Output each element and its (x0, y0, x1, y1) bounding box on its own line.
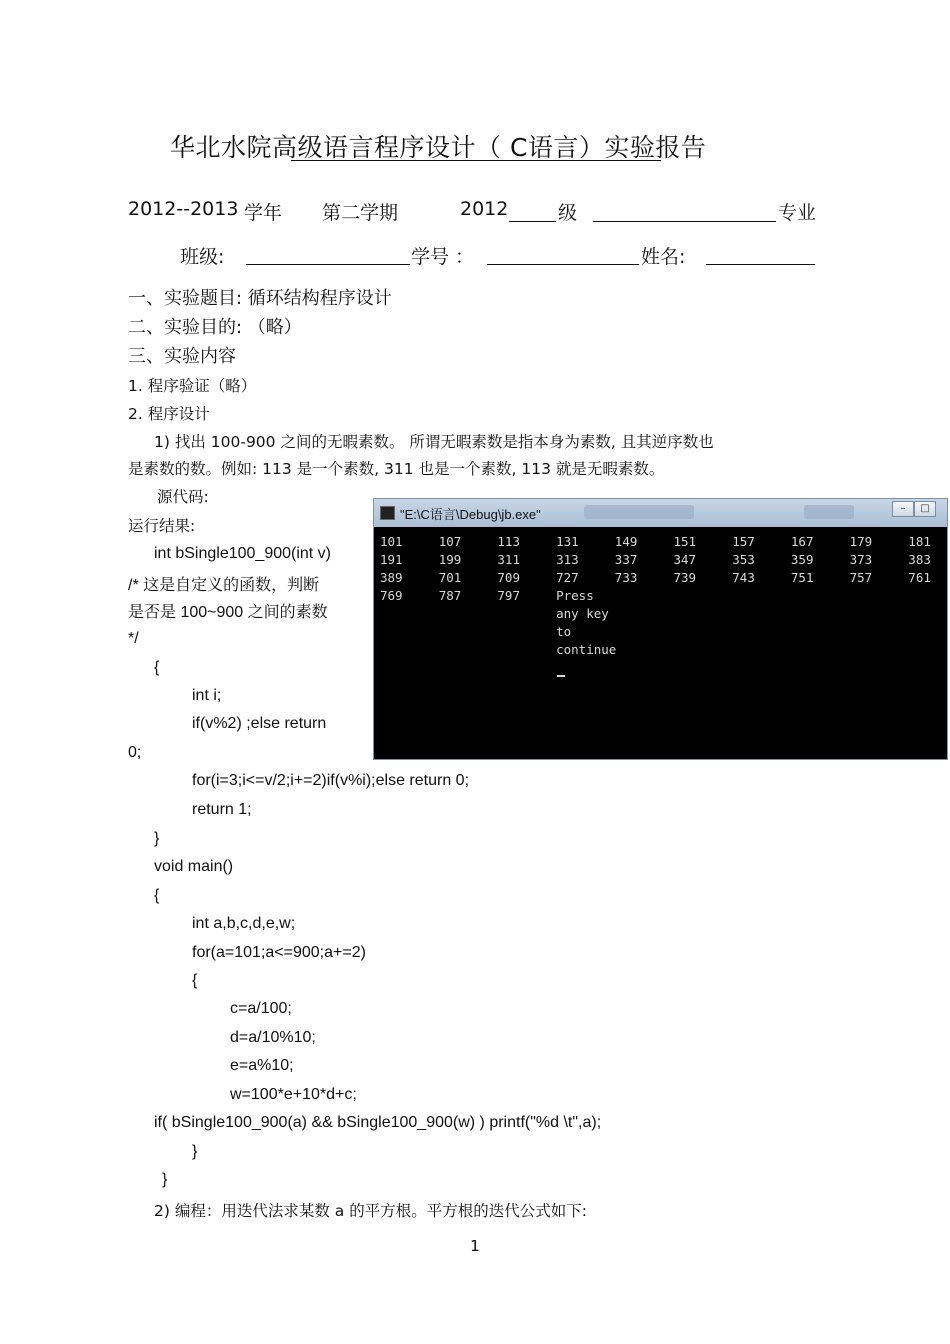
code-line: } (192, 1143, 198, 1160)
source-code-label: 源代码: (157, 488, 209, 506)
term: 第二学期 (322, 202, 399, 224)
maximize-icon[interactable]: □ (914, 501, 936, 517)
console-number: 727 (556, 570, 579, 585)
console-number: 733 (614, 570, 638, 585)
console-number: 181 (908, 534, 931, 549)
major-blank (593, 221, 776, 222)
console-number: 751 (790, 570, 814, 585)
section-experiment-purpose: 二、实验目的: （略） (128, 317, 302, 338)
run-result-label: 运行结果: (128, 517, 196, 535)
console-number: 101 (380, 534, 403, 549)
academic-year: 2012--2013 (128, 198, 239, 220)
code-line: 是否是 100~900 之间的素数 (128, 604, 328, 621)
console-number: 313 (556, 552, 579, 567)
console-number: 191 (380, 552, 403, 567)
report-title: 华北水院高级语言程序设计（ C语言）实验报告 (170, 133, 707, 162)
console-number: 149 (614, 534, 638, 549)
code-line: int a,b,c,d,e,w; (192, 915, 296, 932)
code-line: w=100*e+10*d+c; (230, 1086, 357, 1103)
code-line: { (154, 659, 160, 676)
console-number: 389 (380, 570, 403, 585)
code-line: void main() (154, 858, 234, 875)
code-line: /* 这是自定义的函数，判断 (128, 577, 320, 594)
grade-blank (509, 221, 556, 222)
console-number: 761 (908, 570, 931, 585)
console-number: 797 (497, 588, 520, 603)
code-line: } (162, 1171, 168, 1188)
console-title: "E:\C语言\Debug\jb.exe" (400, 507, 541, 522)
grade-value: 2012 (460, 198, 509, 220)
code-line: 0; (128, 744, 142, 761)
title-bar-blur (804, 505, 854, 519)
item-program-design: 2. 程序设计 (128, 405, 210, 423)
code-line: c=a/100; (230, 1000, 292, 1017)
console-number: 131 (556, 534, 579, 549)
console-number: 151 (673, 534, 697, 549)
console-number: 359 (790, 552, 814, 567)
console-app-icon (380, 506, 395, 520)
code-line: for(a=101;a<=900;a+=2) (192, 944, 366, 961)
academic-year-unit: 学年 (244, 202, 283, 224)
console-number: 113 (497, 534, 520, 549)
section-experiment-topic: 一、实验题目: 循环结构程序设计 (128, 288, 392, 309)
task1-line2: 是素数的数。例如: 113 是一个素数, 311 也是一个素数, 113 就是无暇素数。 (128, 460, 665, 478)
title-bar-blur (584, 505, 694, 519)
name-blank (706, 264, 815, 265)
grade-unit: 级 (558, 202, 578, 224)
task1-line1: 1) 找出 100-900 之间的无暇素数。 所谓无暇素数是指本身为素数, 且其逆序数也 (154, 433, 714, 451)
code-line: if(v%2) ;else return (192, 715, 327, 732)
page-number: 1 (470, 1237, 480, 1255)
console-number: 311 (497, 552, 520, 567)
title-underline (291, 160, 661, 161)
console-number: 107 (438, 534, 462, 549)
console-number: 787 (438, 588, 462, 603)
code-line: { (154, 887, 160, 904)
console-number: 337 (614, 552, 638, 567)
console-title-bar (374, 499, 947, 527)
minimize-icon[interactable]: – (892, 501, 914, 517)
console-number: 743 (732, 570, 755, 585)
code-line: for(i=3;i<=v/2;i+=2)if(v%i);else return 0; (192, 772, 470, 789)
code-line: e=a%10; (230, 1057, 294, 1074)
class-label: 班级: (180, 246, 225, 268)
code-line: if( bSingle100_900(a) && bSingle100_900(w) ) printf("%d \t",a); (154, 1114, 602, 1131)
name-label: 姓名: (641, 246, 686, 268)
console-prompt: Press any key to continue (556, 587, 616, 677)
console-cursor (557, 675, 565, 677)
class-blank (246, 264, 410, 265)
console-number: 179 (849, 534, 873, 549)
console-number: 199 (438, 552, 462, 567)
major-label: 专业 (778, 202, 817, 224)
code-line: d=a/10%10; (230, 1029, 316, 1046)
student-id-label: 学号 ： (411, 246, 475, 268)
code-line: { (192, 972, 198, 989)
code-line: } (154, 830, 160, 847)
console-number: 739 (673, 570, 697, 585)
console-number: 157 (732, 534, 755, 549)
console-number: 769 (380, 588, 403, 603)
item-program-verification: 1. 程序验证（略） (128, 377, 257, 395)
console-number: 347 (673, 552, 697, 567)
task2-line: 2) 编程：用迭代法求某数 a 的平方根。平方根的迭代公式如下: (154, 1202, 587, 1220)
console-number: 757 (849, 570, 873, 585)
console-number: 353 (732, 552, 755, 567)
code-line: int i; (192, 687, 222, 704)
section-experiment-content: 三、实验内容 (128, 346, 236, 367)
console-number: 167 (790, 534, 814, 549)
code-line: int bSingle100_900(int v) (154, 545, 332, 562)
code-line: return 1; (192, 801, 252, 818)
console-number: 383 (908, 552, 931, 567)
code-line: */ (128, 630, 139, 647)
console-number: 701 (438, 570, 462, 585)
console-window (373, 498, 948, 760)
console-number: 709 (497, 570, 520, 585)
console-number: 373 (849, 552, 873, 567)
student-id-blank (487, 264, 639, 265)
